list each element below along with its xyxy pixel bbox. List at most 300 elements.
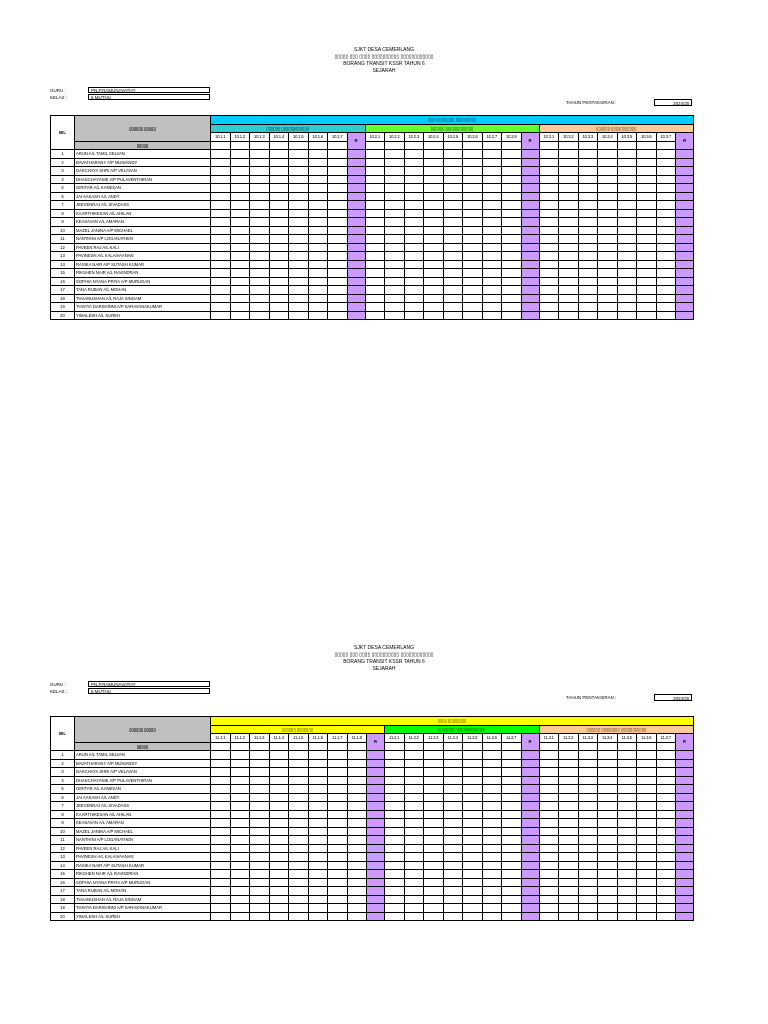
score-cell[interactable] <box>308 912 328 921</box>
score-cell[interactable] <box>230 158 250 167</box>
score-cell[interactable] <box>539 819 559 828</box>
r-cell[interactable] <box>521 175 539 184</box>
score-cell[interactable] <box>365 243 385 252</box>
r-cell[interactable] <box>521 810 539 819</box>
score-cell[interactable] <box>328 150 348 159</box>
score-cell[interactable] <box>211 802 231 811</box>
score-cell[interactable] <box>443 836 463 845</box>
score-cell[interactable] <box>443 878 463 887</box>
score-cell[interactable] <box>289 836 309 845</box>
score-cell[interactable] <box>482 201 502 210</box>
score-cell[interactable] <box>289 184 309 193</box>
r-cell[interactable] <box>367 776 385 785</box>
score-cell[interactable] <box>424 802 444 811</box>
score-cell[interactable] <box>443 150 463 159</box>
score-cell[interactable] <box>443 167 463 176</box>
score-cell[interactable] <box>328 158 348 167</box>
score-cell[interactable] <box>502 827 522 836</box>
score-cell[interactable] <box>347 768 367 777</box>
r-cell[interactable] <box>521 793 539 802</box>
score-cell[interactable] <box>250 793 270 802</box>
score-cell[interactable] <box>482 184 502 193</box>
r-cell[interactable] <box>367 759 385 768</box>
score-cell[interactable] <box>482 836 502 845</box>
score-cell[interactable] <box>269 294 289 303</box>
score-cell[interactable] <box>656 269 676 278</box>
score-cell[interactable] <box>269 895 289 904</box>
score-cell[interactable] <box>328 819 348 828</box>
r-cell[interactable] <box>367 853 385 862</box>
score-cell[interactable] <box>656 235 676 244</box>
score-cell[interactable] <box>539 192 559 201</box>
r-cell[interactable] <box>676 827 694 836</box>
score-cell[interactable] <box>443 776 463 785</box>
score-cell[interactable] <box>578 793 598 802</box>
score-cell[interactable] <box>289 759 309 768</box>
score-cell[interactable] <box>539 861 559 870</box>
score-cell[interactable] <box>598 802 618 811</box>
score-cell[interactable] <box>385 235 405 244</box>
score-cell[interactable] <box>482 192 502 201</box>
score-cell[interactable] <box>424 878 444 887</box>
score-cell[interactable] <box>385 260 405 269</box>
score-cell[interactable] <box>539 286 559 295</box>
score-cell[interactable] <box>424 286 444 295</box>
score-cell[interactable] <box>328 759 348 768</box>
r-cell[interactable] <box>676 235 694 244</box>
score-cell[interactable] <box>308 201 328 210</box>
score-cell[interactable] <box>443 303 463 312</box>
score-cell[interactable] <box>385 802 405 811</box>
r-cell[interactable] <box>676 269 694 278</box>
score-cell[interactable] <box>385 243 405 252</box>
score-cell[interactable] <box>539 167 559 176</box>
score-cell[interactable] <box>211 870 231 879</box>
r-cell[interactable] <box>676 759 694 768</box>
score-cell[interactable] <box>637 751 657 760</box>
score-cell[interactable] <box>463 209 483 218</box>
score-cell[interactable] <box>578 235 598 244</box>
score-cell[interactable] <box>443 887 463 896</box>
score-cell[interactable] <box>347 802 367 811</box>
r-cell[interactable] <box>676 167 694 176</box>
score-cell[interactable] <box>617 861 637 870</box>
score-cell[interactable] <box>211 277 231 286</box>
score-cell[interactable] <box>289 861 309 870</box>
score-cell[interactable] <box>385 209 405 218</box>
score-cell[interactable] <box>347 904 367 913</box>
score-cell[interactable] <box>598 243 618 252</box>
score-cell[interactable] <box>230 277 250 286</box>
score-cell[interactable] <box>637 303 657 312</box>
score-cell[interactable] <box>308 878 328 887</box>
score-cell[interactable] <box>230 870 250 879</box>
score-cell[interactable] <box>443 184 463 193</box>
score-cell[interactable] <box>250 201 270 210</box>
score-cell[interactable] <box>656 853 676 862</box>
score-cell[interactable] <box>269 751 289 760</box>
r-cell[interactable] <box>347 235 365 244</box>
r-cell[interactable] <box>521 819 539 828</box>
score-cell[interactable] <box>559 201 579 210</box>
score-cell[interactable] <box>559 810 579 819</box>
score-cell[interactable] <box>308 785 328 794</box>
score-cell[interactable] <box>328 827 348 836</box>
score-cell[interactable] <box>598 810 618 819</box>
score-cell[interactable] <box>250 870 270 879</box>
score-cell[interactable] <box>637 810 657 819</box>
score-cell[interactable] <box>230 252 250 261</box>
score-cell[interactable] <box>328 226 348 235</box>
r-cell[interactable] <box>676 870 694 879</box>
score-cell[interactable] <box>578 836 598 845</box>
score-cell[interactable] <box>269 260 289 269</box>
score-cell[interactable] <box>559 269 579 278</box>
score-cell[interactable] <box>656 768 676 777</box>
score-cell[interactable] <box>598 759 618 768</box>
score-cell[interactable] <box>559 827 579 836</box>
score-cell[interactable] <box>385 167 405 176</box>
r-cell[interactable] <box>521 912 539 921</box>
score-cell[interactable] <box>308 226 328 235</box>
score-cell[interactable] <box>230 218 250 227</box>
score-cell[interactable] <box>463 235 483 244</box>
score-cell[interactable] <box>463 175 483 184</box>
score-cell[interactable] <box>617 269 637 278</box>
score-cell[interactable] <box>443 235 463 244</box>
score-cell[interactable] <box>230 201 250 210</box>
score-cell[interactable] <box>269 853 289 862</box>
score-cell[interactable] <box>443 844 463 853</box>
r-cell[interactable] <box>521 218 539 227</box>
score-cell[interactable] <box>250 226 270 235</box>
score-cell[interactable] <box>598 158 618 167</box>
score-cell[interactable] <box>404 793 424 802</box>
score-cell[interactable] <box>308 303 328 312</box>
score-cell[interactable] <box>230 810 250 819</box>
score-cell[interactable] <box>482 167 502 176</box>
score-cell[interactable] <box>598 751 618 760</box>
score-cell[interactable] <box>656 751 676 760</box>
score-cell[interactable] <box>289 303 309 312</box>
score-cell[interactable] <box>637 192 657 201</box>
score-cell[interactable] <box>463 768 483 777</box>
score-cell[interactable] <box>539 252 559 261</box>
score-cell[interactable] <box>598 878 618 887</box>
r-cell[interactable] <box>347 218 365 227</box>
score-cell[interactable] <box>347 827 367 836</box>
score-cell[interactable] <box>230 793 250 802</box>
score-cell[interactable] <box>502 260 522 269</box>
score-cell[interactable] <box>289 904 309 913</box>
r-cell[interactable] <box>676 836 694 845</box>
score-cell[interactable] <box>269 819 289 828</box>
score-cell[interactable] <box>482 243 502 252</box>
score-cell[interactable] <box>365 235 385 244</box>
score-cell[interactable] <box>617 201 637 210</box>
r-cell[interactable] <box>347 175 365 184</box>
score-cell[interactable] <box>502 150 522 159</box>
score-cell[interactable] <box>617 878 637 887</box>
score-cell[interactable] <box>617 252 637 261</box>
score-cell[interactable] <box>328 904 348 913</box>
score-cell[interactable] <box>230 853 250 862</box>
score-cell[interactable] <box>598 836 618 845</box>
score-cell[interactable] <box>269 218 289 227</box>
score-cell[interactable] <box>559 844 579 853</box>
score-cell[interactable] <box>559 836 579 845</box>
r-cell[interactable] <box>676 209 694 218</box>
score-cell[interactable] <box>250 260 270 269</box>
score-cell[interactable] <box>404 785 424 794</box>
r-cell[interactable] <box>347 277 365 286</box>
score-cell[interactable] <box>385 785 405 794</box>
score-cell[interactable] <box>424 768 444 777</box>
score-cell[interactable] <box>385 286 405 295</box>
score-cell[interactable] <box>598 827 618 836</box>
score-cell[interactable] <box>308 269 328 278</box>
score-cell[interactable] <box>250 844 270 853</box>
score-cell[interactable] <box>502 853 522 862</box>
score-cell[interactable] <box>463 785 483 794</box>
score-cell[interactable] <box>539 810 559 819</box>
r-cell[interactable] <box>347 243 365 252</box>
score-cell[interactable] <box>559 802 579 811</box>
score-cell[interactable] <box>502 904 522 913</box>
score-cell[interactable] <box>289 751 309 760</box>
score-cell[interactable] <box>308 175 328 184</box>
score-cell[interactable] <box>424 311 444 320</box>
score-cell[interactable] <box>365 252 385 261</box>
score-cell[interactable] <box>365 311 385 320</box>
score-cell[interactable] <box>617 167 637 176</box>
score-cell[interactable] <box>365 269 385 278</box>
score-cell[interactable] <box>482 895 502 904</box>
score-cell[interactable] <box>539 776 559 785</box>
r-cell[interactable] <box>676 819 694 828</box>
score-cell[interactable] <box>637 802 657 811</box>
score-cell[interactable] <box>578 853 598 862</box>
r-cell[interactable] <box>347 294 365 303</box>
r-cell[interactable] <box>676 201 694 210</box>
score-cell[interactable] <box>578 226 598 235</box>
score-cell[interactable] <box>559 260 579 269</box>
score-cell[interactable] <box>617 844 637 853</box>
score-cell[interactable] <box>211 192 231 201</box>
score-cell[interactable] <box>308 158 328 167</box>
score-cell[interactable] <box>269 252 289 261</box>
score-cell[interactable] <box>598 870 618 879</box>
score-cell[interactable] <box>443 286 463 295</box>
r-cell[interactable] <box>367 912 385 921</box>
score-cell[interactable] <box>385 819 405 828</box>
score-cell[interactable] <box>598 844 618 853</box>
score-cell[interactable] <box>404 853 424 862</box>
score-cell[interactable] <box>539 175 559 184</box>
score-cell[interactable] <box>424 192 444 201</box>
score-cell[interactable] <box>211 827 231 836</box>
score-cell[interactable] <box>347 887 367 896</box>
r-cell[interactable] <box>676 802 694 811</box>
score-cell[interactable] <box>328 269 348 278</box>
score-cell[interactable] <box>269 785 289 794</box>
score-cell[interactable] <box>637 209 657 218</box>
r-cell[interactable] <box>521 768 539 777</box>
score-cell[interactable] <box>328 912 348 921</box>
score-cell[interactable] <box>230 759 250 768</box>
score-cell[interactable] <box>269 861 289 870</box>
score-cell[interactable] <box>424 895 444 904</box>
score-cell[interactable] <box>656 201 676 210</box>
score-cell[interactable] <box>385 776 405 785</box>
score-cell[interactable] <box>230 844 250 853</box>
score-cell[interactable] <box>617 286 637 295</box>
score-cell[interactable] <box>502 167 522 176</box>
score-cell[interactable] <box>230 912 250 921</box>
score-cell[interactable] <box>559 878 579 887</box>
r-cell[interactable] <box>347 260 365 269</box>
score-cell[interactable] <box>269 158 289 167</box>
score-cell[interactable] <box>578 878 598 887</box>
r-cell[interactable] <box>676 853 694 862</box>
score-cell[interactable] <box>328 277 348 286</box>
score-cell[interactable] <box>443 201 463 210</box>
score-cell[interactable] <box>656 294 676 303</box>
score-cell[interactable] <box>250 785 270 794</box>
score-cell[interactable] <box>404 912 424 921</box>
score-cell[interactable] <box>656 226 676 235</box>
score-cell[interactable] <box>482 887 502 896</box>
score-cell[interactable] <box>404 844 424 853</box>
score-cell[interactable] <box>598 785 618 794</box>
score-cell[interactable] <box>443 810 463 819</box>
score-cell[interactable] <box>230 751 250 760</box>
guru-field[interactable]: PN.P.RAMUNAVATHY <box>88 681 210 687</box>
score-cell[interactable] <box>463 201 483 210</box>
score-cell[interactable] <box>463 776 483 785</box>
score-cell[interactable] <box>250 150 270 159</box>
score-cell[interactable] <box>289 158 309 167</box>
score-cell[interactable] <box>559 776 579 785</box>
score-cell[interactable] <box>211 201 231 210</box>
r-cell[interactable] <box>367 904 385 913</box>
score-cell[interactable] <box>637 311 657 320</box>
score-cell[interactable] <box>424 209 444 218</box>
score-cell[interactable] <box>269 827 289 836</box>
score-cell[interactable] <box>308 802 328 811</box>
score-cell[interactable] <box>463 243 483 252</box>
score-cell[interactable] <box>598 912 618 921</box>
score-cell[interactable] <box>539 235 559 244</box>
score-cell[interactable] <box>482 861 502 870</box>
r-cell[interactable] <box>676 294 694 303</box>
score-cell[interactable] <box>559 150 579 159</box>
score-cell[interactable] <box>250 218 270 227</box>
score-cell[interactable] <box>230 878 250 887</box>
score-cell[interactable] <box>539 853 559 862</box>
score-cell[interactable] <box>539 912 559 921</box>
score-cell[interactable] <box>578 218 598 227</box>
score-cell[interactable] <box>385 912 405 921</box>
score-cell[interactable] <box>578 861 598 870</box>
score-cell[interactable] <box>539 844 559 853</box>
score-cell[interactable] <box>539 218 559 227</box>
score-cell[interactable] <box>463 260 483 269</box>
score-cell[interactable] <box>250 192 270 201</box>
score-cell[interactable] <box>578 158 598 167</box>
r-cell[interactable] <box>521 226 539 235</box>
score-cell[interactable] <box>404 759 424 768</box>
score-cell[interactable] <box>424 269 444 278</box>
score-cell[interactable] <box>463 904 483 913</box>
score-cell[interactable] <box>308 887 328 896</box>
score-cell[interactable] <box>269 150 289 159</box>
score-cell[interactable] <box>424 819 444 828</box>
score-cell[interactable] <box>424 167 444 176</box>
score-cell[interactable] <box>637 175 657 184</box>
r-cell[interactable] <box>521 286 539 295</box>
score-cell[interactable] <box>578 802 598 811</box>
score-cell[interactable] <box>502 252 522 261</box>
score-cell[interactable] <box>617 887 637 896</box>
score-cell[interactable] <box>617 218 637 227</box>
score-cell[interactable] <box>269 844 289 853</box>
score-cell[interactable] <box>443 793 463 802</box>
score-cell[interactable] <box>269 793 289 802</box>
score-cell[interactable] <box>328 870 348 879</box>
score-cell[interactable] <box>656 887 676 896</box>
score-cell[interactable] <box>230 311 250 320</box>
r-cell[interactable] <box>521 853 539 862</box>
score-cell[interactable] <box>328 776 348 785</box>
score-cell[interactable] <box>463 751 483 760</box>
r-cell[interactable] <box>347 269 365 278</box>
score-cell[interactable] <box>637 853 657 862</box>
score-cell[interactable] <box>637 201 657 210</box>
score-cell[interactable] <box>482 209 502 218</box>
score-cell[interactable] <box>328 175 348 184</box>
score-cell[interactable] <box>385 793 405 802</box>
score-cell[interactable] <box>308 853 328 862</box>
score-cell[interactable] <box>230 802 250 811</box>
r-cell[interactable] <box>521 150 539 159</box>
score-cell[interactable] <box>482 870 502 879</box>
score-cell[interactable] <box>656 836 676 845</box>
score-cell[interactable] <box>598 175 618 184</box>
score-cell[interactable] <box>539 802 559 811</box>
score-cell[interactable] <box>404 768 424 777</box>
score-cell[interactable] <box>328 167 348 176</box>
score-cell[interactable] <box>617 209 637 218</box>
score-cell[interactable] <box>463 844 483 853</box>
score-cell[interactable] <box>211 286 231 295</box>
score-cell[interactable] <box>404 260 424 269</box>
r-cell[interactable] <box>676 158 694 167</box>
score-cell[interactable] <box>250 810 270 819</box>
score-cell[interactable] <box>482 819 502 828</box>
score-cell[interactable] <box>328 252 348 261</box>
score-cell[interactable] <box>211 167 231 176</box>
score-cell[interactable] <box>404 895 424 904</box>
score-cell[interactable] <box>250 184 270 193</box>
r-cell[interactable] <box>521 904 539 913</box>
r-cell[interactable] <box>521 311 539 320</box>
score-cell[interactable] <box>637 269 657 278</box>
score-cell[interactable] <box>347 810 367 819</box>
score-cell[interactable] <box>250 751 270 760</box>
score-cell[interactable] <box>559 303 579 312</box>
score-cell[interactable] <box>365 150 385 159</box>
